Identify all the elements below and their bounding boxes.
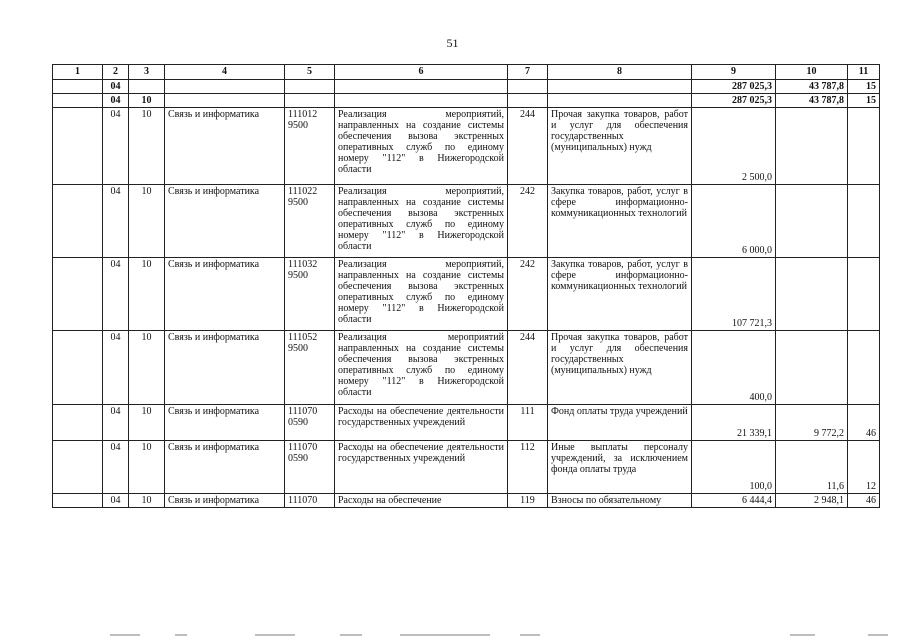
scan-bleed-through: [0, 630, 905, 640]
header-cell: 11: [848, 65, 880, 80]
subsection-code: [129, 80, 165, 94]
expense-type-code: 244: [508, 108, 548, 185]
header-cell: 4: [165, 65, 285, 80]
expense-description: Расходы на обеспечение деятельности государственных учреждений: [335, 405, 508, 441]
amount-executed: 2 948,1: [776, 494, 848, 508]
section-code: 04: [103, 80, 129, 94]
empty-cell: [548, 94, 692, 108]
section-code: 04: [103, 405, 129, 441]
amount-planned: 21 339,1: [692, 405, 776, 441]
target-article-code: 111052 9500: [285, 331, 335, 405]
amount-planned: 400,0: [692, 331, 776, 405]
subsection-code: 10: [129, 494, 165, 508]
empty-cell: [53, 185, 103, 258]
header-cell: 6: [335, 65, 508, 80]
subsection-code: 10: [129, 441, 165, 494]
section-code: 04: [103, 258, 129, 331]
header-cell: 2: [103, 65, 129, 80]
summary-row: [53, 94, 880, 108]
table-row: [53, 405, 880, 441]
empty-cell: [335, 80, 508, 94]
target-article-code: 111070 0590: [285, 405, 335, 441]
empty-cell: [53, 441, 103, 494]
column-number-row: [53, 65, 880, 80]
subsection-code: 10: [129, 331, 165, 405]
target-article-code: 111022 9500: [285, 185, 335, 258]
execution-percent: 15: [848, 80, 880, 94]
section-name: Связь и информатика: [165, 494, 285, 508]
amount-executed: [776, 185, 848, 258]
amount-executed: 9 772,2: [776, 405, 848, 441]
section-name: Связь и информатика: [165, 185, 285, 258]
expense-description: Расходы на обеспечение деятельности государственных учреждений: [335, 441, 508, 494]
empty-cell: [53, 405, 103, 441]
amount-planned: 107 721,3: [692, 258, 776, 331]
amount-planned: 287 025,3: [692, 94, 776, 108]
header-cell: 3: [129, 65, 165, 80]
expense-description: Реализация мероприятий направленных на создание системы обеспечения вызова экстренных оперативных служб по единому номеру "112" в Нижегородской области: [335, 331, 508, 405]
page-number: 51: [446, 36, 459, 50]
execution-percent: [848, 185, 880, 258]
amount-executed: 43 787,8: [776, 94, 848, 108]
section-name: Связь и информатика: [165, 331, 285, 405]
header-cell: 1: [53, 65, 103, 80]
expense-type-name: Прочая закупка товаров, работ и услуг для обеспечения государственных (муниципальных) нужд: [548, 108, 692, 185]
amount-executed: [776, 258, 848, 331]
expense-type-name: Взносы по обязательному: [548, 494, 692, 508]
execution-percent: [848, 108, 880, 185]
summary-row: [53, 80, 880, 94]
section-code: 04: [103, 331, 129, 405]
execution-percent: 46: [848, 494, 880, 508]
header-cell: 10: [776, 65, 848, 80]
amount-planned: 6 000,0: [692, 185, 776, 258]
expense-description: Расходы на обеспечение: [335, 494, 508, 508]
expense-type-code: 242: [508, 185, 548, 258]
header-cell: 9: [692, 65, 776, 80]
table-row: [53, 494, 880, 508]
header-cell: 7: [508, 65, 548, 80]
amount-executed: [776, 108, 848, 185]
execution-percent: [848, 331, 880, 405]
target-article-code: 111070: [285, 494, 335, 508]
empty-cell: [53, 494, 103, 508]
expense-description: Реализация мероприятий, направленных на создание системы обеспечения вызова экстренных оперативных служб по единому номеру "112" в Нижегородской области: [335, 185, 508, 258]
subsection-code: 10: [129, 258, 165, 331]
empty-cell: [53, 331, 103, 405]
section-name: Связь и информатика: [165, 108, 285, 185]
table-row: [53, 185, 880, 258]
expense-type-name: Фонд оплаты труда учреждений: [548, 405, 692, 441]
empty-cell: [548, 80, 692, 94]
empty-cell: [508, 80, 548, 94]
execution-percent: 15: [848, 94, 880, 108]
section-code: 04: [103, 494, 129, 508]
execution-percent: [848, 258, 880, 331]
table-row: [53, 108, 880, 185]
execution-percent: 12: [848, 441, 880, 494]
expense-type-code: 111: [508, 405, 548, 441]
empty-cell: [335, 94, 508, 108]
section-code: 04: [103, 94, 129, 108]
empty-cell: [53, 258, 103, 331]
empty-cell: [165, 94, 285, 108]
amount-planned: 2 500,0: [692, 108, 776, 185]
header-cell: 5: [285, 65, 335, 80]
amount-planned: 100,0: [692, 441, 776, 494]
table-row: [53, 258, 880, 331]
header-cell: 8: [548, 65, 692, 80]
subsection-code: 10: [129, 405, 165, 441]
section-name: Связь и информатика: [165, 405, 285, 441]
expense-type-code: 119: [508, 494, 548, 508]
expense-description: Реализация мероприятий, направленных на создание системы обеспечения вызова экстренных оперативных служб по единому номеру "112" в Нижегородской области: [335, 108, 508, 185]
empty-cell: [285, 94, 335, 108]
table-row: [53, 441, 880, 494]
expense-type-name: Иные выплаты персоналу учреждений, за исключением фонда оплаты труда: [548, 441, 692, 494]
section-name: Связь и информатика: [165, 258, 285, 331]
amount-planned: 287 025,3: [692, 80, 776, 94]
section-code: 04: [103, 441, 129, 494]
amount-planned: 6 444,4: [692, 494, 776, 508]
section-code: 04: [103, 185, 129, 258]
budget-table: [52, 64, 880, 508]
expense-type-name: Закупка товаров, работ, услуг в сфере информационно-коммуникационных технологий: [548, 258, 692, 331]
amount-executed: 43 787,8: [776, 80, 848, 94]
target-article-code: 111070 0590: [285, 441, 335, 494]
expense-type-name: Прочая закупка товаров, работ и услуг для обеспечения государственных (муниципальных) нужд: [548, 331, 692, 405]
subsection-code: 10: [129, 108, 165, 185]
section-code: 04: [103, 108, 129, 185]
target-article-code: 111012 9500: [285, 108, 335, 185]
expense-type-code: 242: [508, 258, 548, 331]
empty-cell: [165, 80, 285, 94]
subsection-code: 10: [129, 185, 165, 258]
table-row: [53, 331, 880, 405]
expense-type-code: 244: [508, 331, 548, 405]
expense-type-code: 112: [508, 441, 548, 494]
amount-executed: [776, 331, 848, 405]
empty-cell: [508, 94, 548, 108]
expense-type-name: Закупка товаров, работ, услуг в сфере информационно-коммуникационных технологий: [548, 185, 692, 258]
section-name: Связь и информатика: [165, 441, 285, 494]
empty-cell: [53, 94, 103, 108]
subsection-code: 10: [129, 94, 165, 108]
empty-cell: [285, 80, 335, 94]
empty-cell: [53, 108, 103, 185]
expense-description: Реализация мероприятий, направленных на создание системы обеспечения вызова экстренных оперативных служб по единому номеру "112" в Нижегородской области: [335, 258, 508, 331]
amount-executed: 11,6: [776, 441, 848, 494]
execution-percent: 46: [848, 405, 880, 441]
empty-cell: [53, 80, 103, 94]
target-article-code: 111032 9500: [285, 258, 335, 331]
